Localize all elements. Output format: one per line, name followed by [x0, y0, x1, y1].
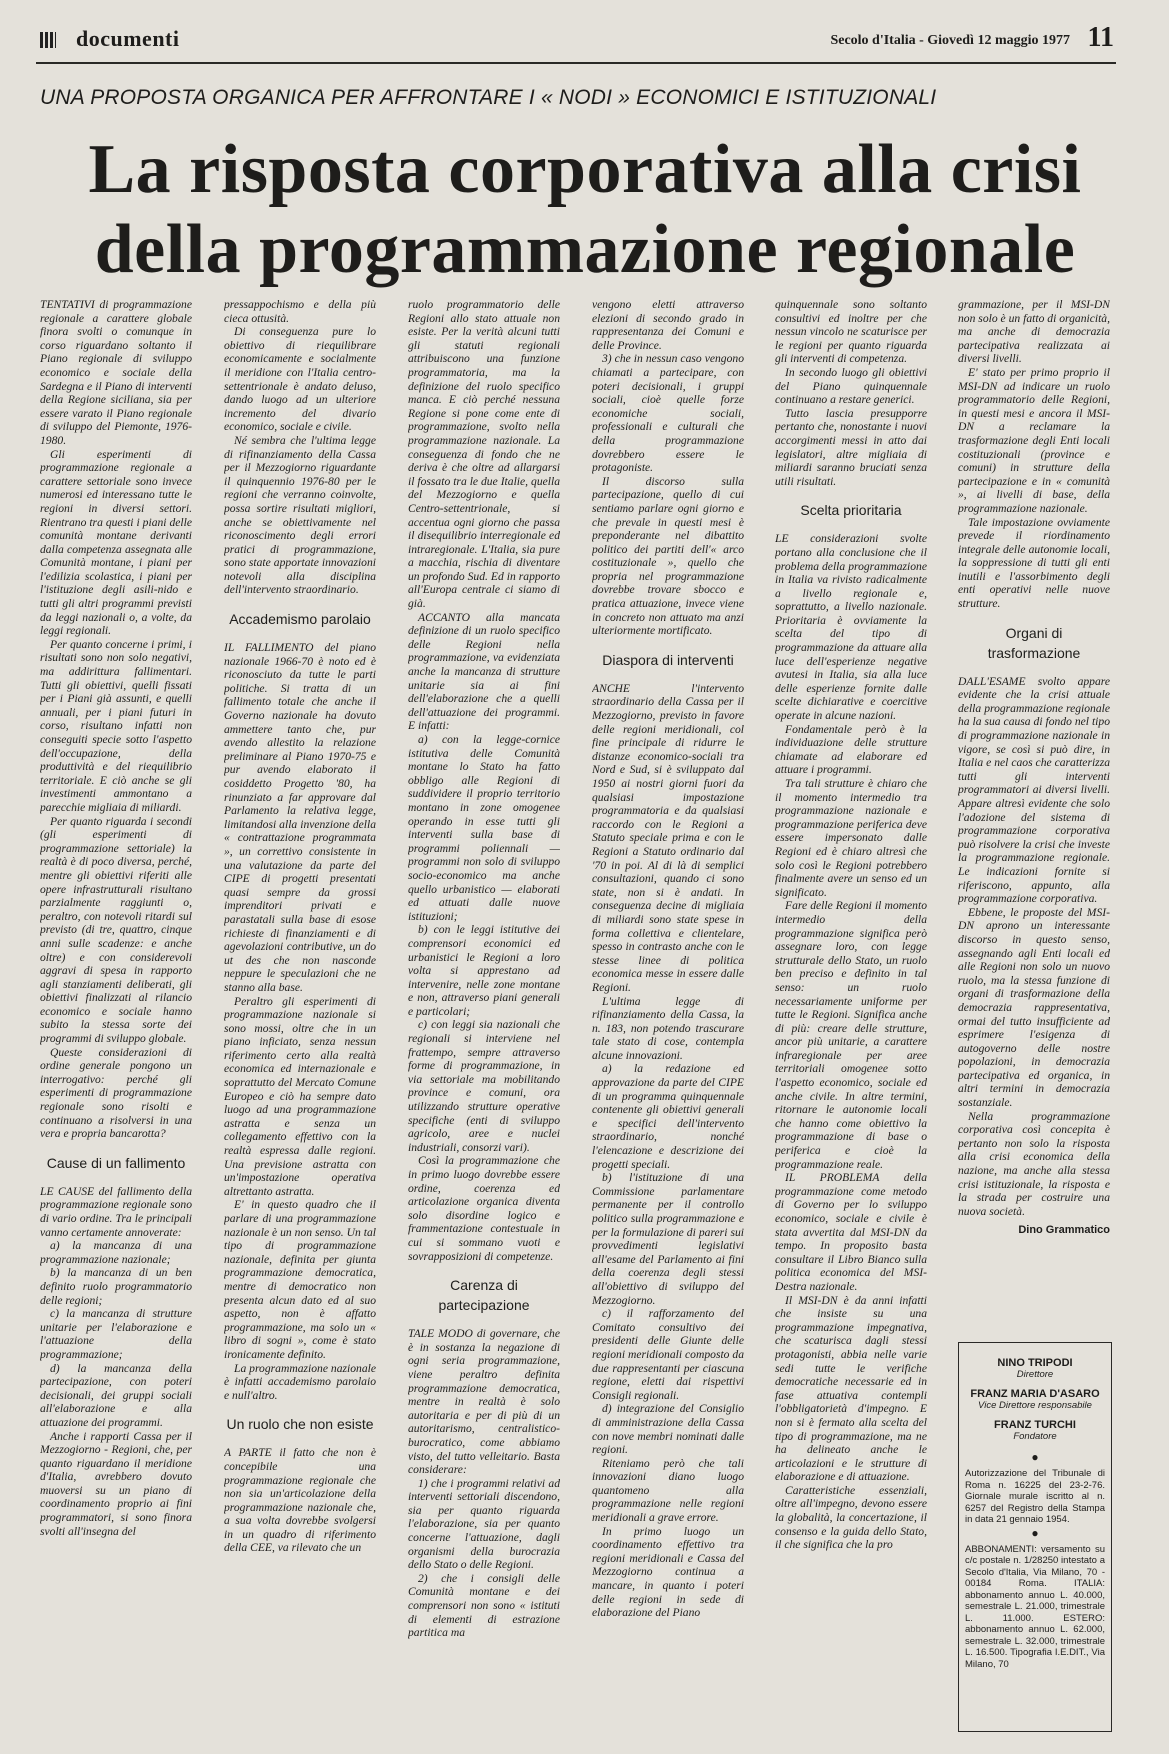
paragraph: Tutto lascia presupporre pertanto che, nonostante i nuovi accorgimenti messi in atto dai legislatori, altre migliaia di miliardi saranno bruciati senza utili risultati.: [775, 406, 927, 488]
paragraph: ACCANTO alla mancata definizione di un ruolo specifico delle Regioni nella programmazione, va evidenziata anche la mancanza di strutture unitarie sia ai fini dell'elaborazione che a quelli dell'attuazione dei programmi. E infatti:: [408, 610, 560, 733]
article-column-1: [40, 298, 192, 1738]
bullet-icon: ●: [1031, 1450, 1039, 1464]
paragraph: La programmazione nazionale è infatti accademismo parolaio e null'altro.: [224, 1361, 376, 1402]
paragraph: Per quanto riguarda i secondi (gli esperimenti di programmazione settoriale) la realtà è di poco diversa, perché, mentre gli obiettivi riferiti alle opere infrastrutturali risultano parzialmente raggiunti o, peraltro, con notevoli ritardi sul previsto (di tre, quattro, cinque anni sulle scadenze: e anche oltre) e con considerevoli aggravi di spesa in rapporto agli stanziamenti deliberati, gli obiettivi finalizzati al rilancio economico e sociale hanno subito la stessa sorte dei programmi di sviluppo globale.: [40, 814, 192, 1046]
paragraph: d) la mancanza della partecipazione, con poteri decisionali, dei gruppi sociali all'elaborazione e alla attuazione dei programmi.: [40, 1361, 192, 1429]
vice-director-name: FRANZ MARIA D'ASARO: [970, 1388, 1100, 1400]
paragraph: E' stato per primo proprio il MSI-DN ad indicare un ruolo programmatorio delle Regioni, in questi mesi e ancora il MSI-DN a reclamare la trasformazione degli Enti locali costituzionali (province e comuni) in strutture della partecipazione e in « comunità », ai livelli di base, della programmazione nazionale.: [958, 365, 1110, 515]
paragraph: a) la redazione ed approvazione da parte del CIPE di un programma quinquennale contenente gli obiettivi generali e specifici dell'intervento straordinario, nonché l'elencazione e descrizione dei progetti speciali.: [592, 1062, 744, 1171]
author-signature: Dino Grammatico: [1018, 1224, 1110, 1237]
paragraph: In primo luogo un coordinamento effettivo tra regioni meridionali e Cassa del Mezzogiorno continua a mancare, in quanto i poteri delle regioni in sede di elaborazione del Piano: [592, 1524, 744, 1620]
paragraph: Il MSI-DN è da anni infatti che insiste su una programmazione impegnativa, che scaturisca dagli stessi protagonisti, abbia nelle varie sedi tutte le verifiche democratiche necessarie ed in fase attuativa contempli l'obbligatorietà d'impegno. E non si è fermato alla scelta del tipo di programmazione, ma ne ha delineato anche le articolazioni e le strutture di elaborazione e di attuazione.: [775, 1293, 927, 1484]
paragraph: Per quanto concerne i primi, i risultati sono non solo negativi, ma addirittura fallimentari. Tutti gli obiettivi, quelli fissati per i Piani già assunti, e quelli annuali, per i piani futuri in corso, risultano infatti non conseguiti specie sotto l'aspetto dell'occupazione, della produttività e del riequilibrio territoriale. E ciò anche se gli investimenti ammontano a parecchie migliaia di miliardi.: [40, 637, 192, 814]
paragraph: a) la mancanza di una programmazione nazionale;: [40, 1239, 192, 1266]
dateline: Secolo d'Italia - Giovedì 12 maggio 1977: [830, 33, 1070, 48]
paragraph: TALE MODO di governare, che è in sostanza la negazione di ogni seria programmazione, viene peraltro definita programmazione democratica, mentre in realtà è solo autoritaria e per di più di un autoritarismo, centralistico-burocratico, come abbiamo visto, del tutto velleitario. Basta considerare:: [408, 1327, 560, 1477]
paragraph: Peraltro gli esperimenti di programmazione nazionale si sono mossi, oltre che in un piano inficiato, senza nessun riferimento certo alla realtà economica ed internazionale e soprattutto del Mercato Comune Europeo e ciò ha sempre dato luogo ad una programmazione astratta e senza un collegamento effettivo con la realtà espressa dalle regioni. Una previsione astratta con un'impostazione operativa altrettanto astratta.: [224, 994, 376, 1198]
masthead-box: [958, 1342, 1112, 1732]
kicker: UNA PROPOSTA ORGANICA PER AFFRONTARE I « NODI » ECONOMICI E ISTITUZIONALI: [40, 86, 937, 109]
subheading: Un ruolo che non esiste: [226, 1416, 374, 1433]
paragraph: 3) che in nessun caso vengono chiamati a partecipare, con poteri decisionali, i gruppi sociali, cioè quelle forze economiche sociali, professionali e culturali che della programmazione dovrebbero essere le protagoniste.: [592, 352, 744, 475]
paragraph: IL PROBLEMA della programmazione come metodo di Governo per lo sviluppo economico, sociale e civile è stata avvertita dal MSI-DN da tempo. In proposito basta consultare il Libro Bianco sulla politica economica del MSI-Destra nazionale.: [775, 1171, 927, 1293]
director-role: Direttore: [1016, 1369, 1054, 1380]
paragraph: c) la mancanza di strutture unitarie per l'elaborazione e l'attuazione della programmazione;: [40, 1307, 192, 1361]
paragraph: ANCHE l'intervento straordinario della Cassa per il Mezzogiorno, previsto in favore delle regioni meridionali, col fine principale di ridurre le distanze economico-sociali tra Nord e Sud, si è sviluppato dal 1950 ai nostri giorni fuori da qualsiasi impostazione programmatoria e da qualsiasi raccordo con le Regioni a Statuto speciale prima e con le Regioni a Statuto ordinario dal '70 in poi. Al di là di semplici consultazioni, quando ci sono state, non si è andati. In conseguenza decine di migliaia di miliardi sono state spese in forma collettiva e clientelare, spesso in contrasto anche con le stesse linee di politica economica messe in essere dalle Regioni.: [592, 681, 744, 994]
paragraph: quinquennale sono soltanto consultivi ed inoltre per che nessun vincolo ne scaturisce per le regioni per quanto riguarda gli interventi di competenza.: [775, 298, 927, 366]
paragraph: Anche i rapporti Cassa per il Mezzogiorno - Regioni, che, per quanto riguardano il meridione d'Italia, avrebbero dovuto muoversi su un piano di coordinamento proprio ai fini programmatori, si sono finora svolti all'insegna del: [40, 1429, 192, 1538]
paragraph: Così la programmazione che in primo luogo dovrebbe essere ordine, coerenza ed articolazione organica diventa solo disordine logico e frammentazione contestuale in cui si sommano vuoti e sovrapposizioni di competenze.: [408, 1154, 560, 1263]
founder-name: FRANZ TURCHI: [994, 1419, 1076, 1431]
headline-line-2: della programmazione regionale: [94, 211, 1076, 288]
paragraph: LE CAUSE del fallimento della programmazione regionale sono di vario ordine. Tra le principali vanno certamente annoverate:: [40, 1184, 192, 1239]
bullet-icon: ●: [1031, 1525, 1039, 1540]
paragraph: Né sembra che l'ultima legge di rifinanziamento della Cassa per il Mezzogiorno riguardante il quinquennio 1976-80 per le regioni che verranno coinvolte, possa sortire risultati migliori, anche se obiettivamente nel riconoscimento degli errori pratici di programmazione, sono state apportate innovazioni notevoli alla disciplina dell'intervento straordinario.: [224, 433, 376, 597]
subheading: Cause di un fallimento: [46, 1154, 186, 1171]
headline: [40, 130, 1130, 290]
article-column-4: [592, 298, 744, 1738]
paragraph: DALL'ESAME svolto appare evidente che la crisi attuale della programmazione regionale ha la sua causa di fondo nel tipo di programmazione nazionale in vigore, se così si può dire, in Italia e nel caos che caratterizza tutti gli interventi programmatori ai diversi livelli. Appare altresì evidente che solo l'adozione del sistema di programmazione corporativa può risolvere la crisi che investe la programmazione regionale. Le indicazioni fornite si riferiscono, appunto, alla programmazione corporativa.: [958, 674, 1110, 906]
paragraph: grammazione, per il MSI-DN non solo è un fatto di organicità, ma anche di democrazia partecipativa realizzata ai diversi livelli.: [958, 298, 1110, 366]
paragraph: Caratteristiche essenziali, oltre all'impegno, devono essere la globalità, la concertazione, il consenso e la guida dello Stato, il che significa che la pro: [775, 1483, 927, 1552]
paragraph: Tale impostazione ovviamente prevede il riordinamento integrale delle autonomie locali, la soppressione di tutti gli enti inutili e l'assorbimento degli enti operativi nelle nuove strutture.: [958, 515, 1110, 611]
paragraph: TENTATIVI di programmazione regionale a carattere globale finora svolti o comunque in corso riguardano soltanto il Piano regionale di sviluppo economico e sociale della Sardegna e il Piano di interventi della Regione siciliana, sia per essere varato il Piano regionale di sviluppo del Piemonte, 1976-1980.: [40, 298, 192, 447]
article-column-2: [224, 298, 376, 1738]
article-column-6: [958, 298, 1110, 1328]
paragraph: Gli esperimenti di programmazione regionale a carattere settoriale sono invece numerosi ed interessano tutte le regioni in diversi settori. Rientrano tra questi i piani delle comunità montane derivanti dalla competenza assegnata alle Comunità montane, i piani per l'edilizia scolastica, i piani per l'istituzione degli asili-nido e tutti gli altri programmi previsti da leggi nazionali o, a volte, da leggi regionali.: [40, 447, 192, 638]
article-column-5: [775, 298, 927, 1738]
section-icon: [40, 32, 56, 48]
paragraph: Il discorso sulla partecipazione, quello di cui sentiamo parlare ogni giorno e che prevale in questi mesi è preponderante nel dibattito politico dei partiti dell'« arco costituzionale », quello che propria nel programmazione dovrebbe trovare sbocco e pratica attuazione, invece viene in concreto non attuato ma anzi ulteriormente mortificato.: [592, 474, 744, 638]
paragraph: c) il rafforzamento del Comitato consultivo dei presidenti delle Giunte delle regioni meridionali composto da due rappresentanti per ciascuna regione, eletti dai rispettivi Consigli regionali.: [592, 1307, 744, 1402]
paragraph: LE considerazioni svolte portano alla conclusione che il problema della programmazione in Italia va rivisto radicalmente a livello regionale e, soprattutto, a livello nazionale. Prioritaria è ovviamente la scelta del tipo di programmazione da attuare alla luce dell'esperienze negative avutesi in Italia, sia alla luce delle esperienze fornite dalle scelte dichiarative e coercitive operate in alcune nazioni.: [775, 532, 927, 723]
paragraph: L'ultima legge di rifinanziamento della Cassa, la n. 183, non potendo trascurare tale stato di cose, contempla alcune innovazioni.: [592, 994, 744, 1062]
subscriptions-notice: ABBONAMENTI: versamento su c/c postale n. 1/28250 intestato a Secolo d'Italia, Via Milano, 70 - 00184 Roma. ITALIA: abbonamento annuo L. 40.000, semestrale L. 21.000, trimestrale L. 11.000. ESTERO: abbonamento annuo L. 62.000, semestrale L. 32.000, trimestrale L. 16.500. Tipografia I.E.DIT., Via Milano, 70: [965, 1543, 1105, 1670]
paragraph: Riteniamo però che tali innovazioni diano luogo quantomeno alla programmazione nelle regioni meridionali a grave errore.: [592, 1456, 744, 1525]
paragraph: Fondamentale però è la individuazione delle strutture chiamate ad elaborare ed attuare i programmi.: [775, 722, 927, 777]
paragraph: b) l'istituzione di una Commissione parlamentare permanente per il controllo politico sulla programmazione e per la formulazione di pareri sui provvedimenti legislativi all'esame del Parlamento ai fini della coerenza degli stessi all'obiettivo di sviluppo del Mezzogiorno.: [592, 1171, 744, 1307]
paragraph: E' in questo quadro che il parlare di una programmazione nazionale è un non senso. Un tal tipo di programmazione nazionale, definita per giunta programmazione democratica, mentre di democratico non presenta alcun dato ed al suo aspetto, non è affatto programmazione, ma solo un « libro di sogni », come è stato ironicamente definito.: [224, 1198, 376, 1361]
paragraph: Nella programmazione corporativa così concepita è pertanto non solo la risposta alla crisi economica della nazione, ma anche alla stessa crisi istituzionale, la risposta e la strada per costruire una nuova società.: [958, 1109, 1110, 1218]
paragraph: ruolo programmatorio delle Regioni allo stato attuale non esiste. Per la verità alcuni tutti gli statuti regionali attribuiscono una funzione programmatoria, ma la definizione del ruolo specifico manca. E ciò perché nessuna Regione si pone come ente di programmazione, svolto nella programmazione nazionale. La conseguenza di fondo che ne deriva è che oltre ad allargarsi il fossato tra le due Italie, quella del Mezzogiorno e quella Centro-settentrionale, si accentua ogni giorno che passa il disequilibrio interregionale ed intraregionale. L'Italia, sia pure a macchia, rischia di diventare un profondo Sud. Ed in rapporto all'Europa centrale ci siamo di già.: [408, 298, 560, 611]
article-column-3: [408, 298, 560, 1738]
paragraph: a) con la legge-cornice istitutiva delle Comunità montane lo Stato ha fatto obbligo alle Regioni di suddividere il proprio territorio montano in zone omogenee operando in esse tutti gli interventi sulla base di programmi poliennali — programmi non solo di sviluppo socio-economico ma anche quello urbanistico — elaborati ed attuati dalle nuove istituzioni;: [408, 733, 560, 923]
page-number: 11: [1087, 22, 1114, 53]
director-name: NINO TRIPODI: [997, 1357, 1073, 1369]
paragraph: In secondo luogo gli obiettivi del Piano quinquennale continuano a restare generici.: [775, 365, 927, 407]
subheading: Organi di trasformazione: [987, 624, 1081, 661]
paragraph: Di conseguenza pure lo obiettivo di riequilibrare economicamente e socialmente il meridione con l'Italia centro-settentrionale è andato deluso, dando luogo ad un ulteriore incremento del divario economico, sociale e civile.: [224, 325, 376, 434]
page-header: [36, 22, 1116, 64]
paragraph: vengono eletti attraverso elezioni di secondo grado in rappresentanza dei Comuni e delle Province.: [592, 298, 744, 352]
subheading: Accademismo parolaio: [229, 611, 371, 628]
subheading: Diaspora di interventi: [602, 651, 734, 668]
paragraph: 1) che i programmi relativi ad interventi settoriali discendono, sia per quanto riguarda l'elaborazione, sia per quanto concerne l'attuazione, dagli organismi della burocrazia dello Stato o delle Regioni.: [408, 1476, 560, 1572]
section-name: documenti: [76, 26, 180, 51]
subheading: Carenza di partecipazione: [438, 1277, 530, 1314]
paragraph: d) integrazione del Consiglio di amministrazione della Cassa con nove membri nominati dalle regioni.: [592, 1402, 744, 1457]
paragraph: 2) che i consigli delle Comunità montane e dei comprensori non sono « istituti di elementi di estrazione partitica ma: [408, 1571, 560, 1640]
paragraph: b) con le leggi istitutive dei comprensori economici ed urbanistici le Regioni a loro volta si apprestano ad intervenire, nelle zone montane e non, attraverso piani generali e particolari;: [408, 923, 560, 1018]
paragraph: Queste considerazioni di ordine generale pongono un interrogativo: perché gli esperimenti di programmazione regionale sono risolti e continuano a risolversi in una vera e propria bancarotta?: [40, 1045, 192, 1141]
registration-notice: Autorizzazione del Tribunale di Roma n. 16225 del 23-2-76. Giornale murale iscritto al n. 6257 del Registro della Stampa in data 21 gennaio 1954.: [965, 1468, 1105, 1525]
subheading: Scelta prioritaria: [800, 502, 902, 519]
vice-director-role: Vice Direttore responsabile: [978, 1400, 1092, 1411]
headline-line-1: La risposta corporativa alla crisi: [88, 131, 1082, 208]
paragraph: c) con leggi sia nazionali che regionali si interviene nel frattempo, sempre attraverso forme di programmazione, in via settoriale ma mobilitando province e comuni, ora utilizzando strutture operative specifiche (enti di sviluppo agricolo, aree e nuclei industriali, consorzi vari).: [408, 1018, 560, 1154]
paragraph: b) la mancanza di un ben definito ruolo programmatorio delle regioni;: [40, 1266, 192, 1307]
paragraph: IL FALLIMENTO del piano nazionale 1966-70 è noto ed è riconosciuto da tutte le parti politiche. Si tratta di un fallimento totale che anche il Governo nazionale ha dovuto ammettere tanto che, pur avendo allestito la relazione preliminare al Piano 1970-75 e pur avendo elaborato il cosiddetto Progetto '80, ha rinunziato a far approvare dal Parlamento la relativa legge, limitandosi alla invenzione della « contrattazione programmata », un correttivo consistente in una valutazione da parte del CIPE di progetti presentati quasi sempre da grossi imprenditori privati e parastatali sulla base di esose richieste di finanziamenti e di agevolazioni contributive, un do ut des che non nasconde neppure le speculazioni che ne stanno alla base.: [224, 641, 376, 994]
paragraph: A PARTE il fatto che non è concepibile una programmazione regionale che non sia un'articolazione della programmazione nazionale che, a sua volta dovrebbe svolgersi in un quadro di riferimento della CEE, va rilevato che un: [224, 1446, 376, 1555]
founder-role: Fondatore: [1013, 1431, 1057, 1442]
paragraph: Tra tali strutture è chiaro che il momento intermedio tra programmazione nazionale e programmazione periferica deve essere impersonato dalle Regioni ed è chiaro altresì che solo così le Regioni potrebbero finalmente avere un senso ed un significato.: [775, 777, 927, 899]
paragraph: Ebbene, le proposte del MSI-DN aprono un interessante discorso in questo senso, assegnando agli Enti locali ed alle Regioni non solo un nuovo ruolo, ma la stessa funzione di organi di trasformazione della democrazia rappresentativa, ormai del tutto insufficiente ad esprimere l'esigenza di autogoverno delle nostre popolazioni, in democrazia partecipativa ed organica, in altri termini in democrazia sostanziale.: [958, 905, 1110, 1110]
paragraph: Fare delle Regioni il momento intermedio della programmazione significa però assegnare loro, con legge strutturale dello Stato, un ruolo ben preciso e definito in tal senso: un ruolo necessariamente uniforme per tutte le Regioni. Significa anche di più: creare delle strutture, ancor più unitarie, a carattere infraregionale per aree territoriali omogenee sotto l'aspetto economico, sociale ed anche civile. In altre termini, ritornare le autonomie locali che hanno come obiettivo la programmazione di base o periferica e cioè la programmazione reale.: [775, 899, 927, 1171]
paragraph: pressappochismo e della più cieca ottusità.: [224, 298, 376, 325]
